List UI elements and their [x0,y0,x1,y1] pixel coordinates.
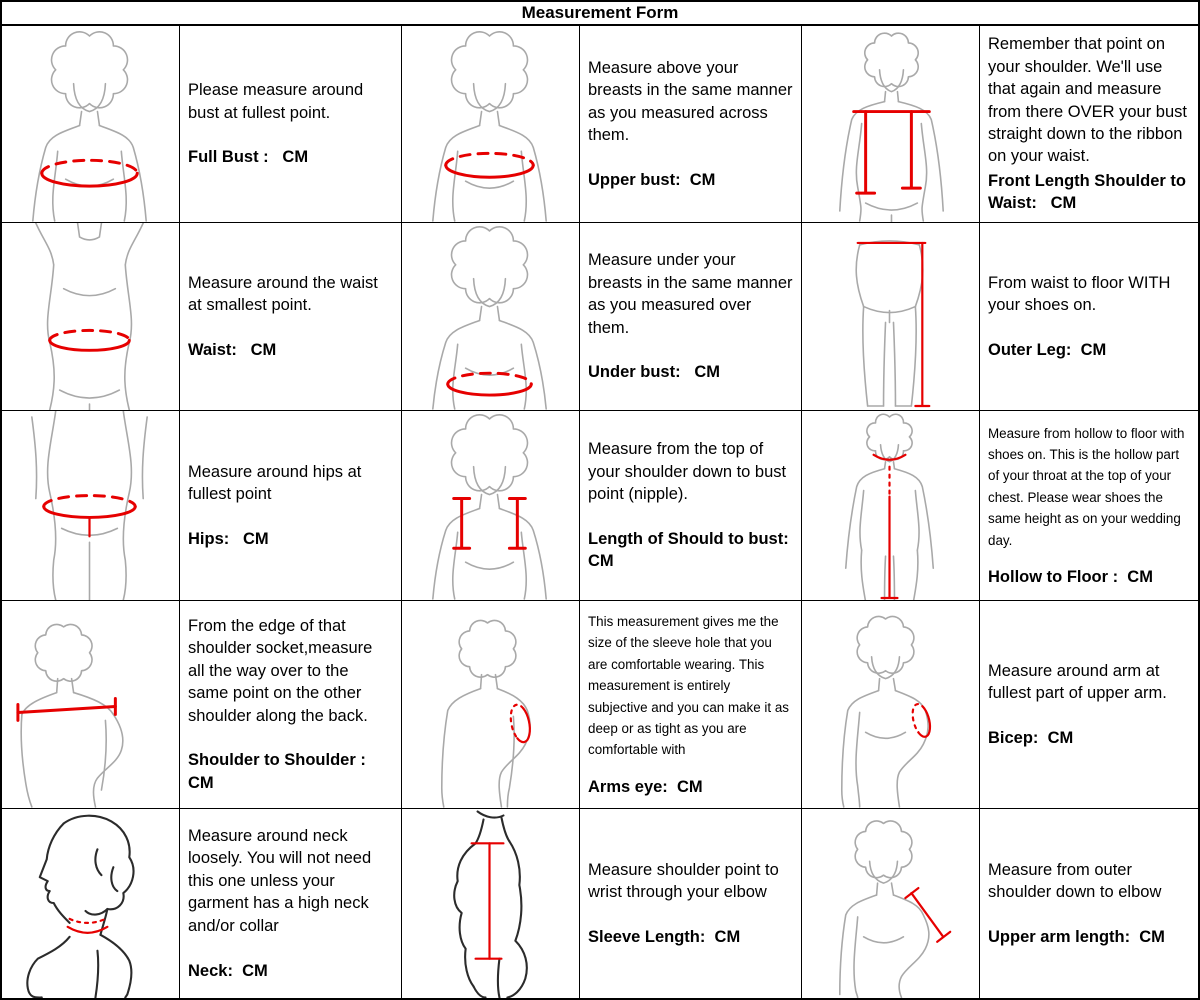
upper-bust-label: Upper bust: CM [588,170,716,189]
upper-bust-cell [580,26,802,223]
hips-description: Measure around hips at fullest point [188,462,366,504]
waist-label: Waist: CM [188,340,277,359]
waist-icon [2,223,179,410]
shoulder-to-bust-label: Length of Should to bust: CM [588,529,798,571]
bicep-label: Bicep: CM [988,728,1074,747]
upper-bust-icon [402,26,579,222]
bicep-cell [980,601,1198,809]
hips-icon [2,411,179,600]
hips-label: Hips: CM [188,529,269,548]
outer-leg-icon [802,223,979,410]
shoulder-to-shoulder-label: Shoulder to Shoulder : CM [188,751,371,792]
sleeve-length-description: Measure shoulder point to wrist through your elbow [588,860,784,902]
neck-figure [2,809,180,998]
waist-description: Measure around the waist at smallest point. [188,273,383,315]
upper-arm-cell [980,809,1198,998]
front-length-label: Front Length Shoulder to Waist: CM [988,171,1191,213]
upper-bust-figure [402,26,580,223]
neck-cell [180,809,402,998]
sleeve-length-icon [402,809,579,998]
page-title: Measurement Form [2,2,1198,26]
upper-bust-description: Measure above your breasts in the same manner as you measured across them. [588,58,798,145]
under-bust-label: Under bust: CM [588,363,720,382]
arms-eye-icon [402,601,579,808]
full-bust-label: Full Bust : CM [188,148,309,167]
under-bust-figure [402,223,580,411]
under-bust-description: Measure under your breasts in the same manner as you measured over them. [588,251,798,337]
hollow-to-floor-icon [802,411,979,600]
waist-cell [180,223,402,411]
outer-leg-label: Outer Leg: CM [988,340,1107,359]
upper-arm-icon [802,809,979,998]
shoulder-to-shoulder-cell [180,601,402,809]
under-bust-cell [580,223,802,411]
hips-figure [2,411,180,601]
upper-arm-figure [802,809,980,998]
neck-description: Measure around neck loosely. You will not need this one unless your garment has a high neck and/or collar [188,827,376,935]
sleeve-length-figure [402,809,580,998]
under-bust-icon [402,223,579,410]
hollow-to-floor-label: Hollow to Floor : CM [988,568,1153,587]
shoulder-to-shoulder-icon [2,601,179,808]
hollow-to-floor-description: Measure from hollow to floor with shoes on. This is the hollow part of your throat at the top of your chest. Please wear shoes the same height as on your wedding day. [988,425,1189,548]
neck-label: Neck: CM [188,961,268,980]
shoulder-to-shoulder-description: From the edge of that shoulder socket,measure all the way over to the same point on the other shoulder along the back. [188,616,377,725]
sleeve-length-cell [580,809,802,998]
shoulder-to-bust-icon [402,411,579,600]
front-length-cell [980,26,1198,223]
front-length-description: Remember that point on your shoulder. We'll use that again and measure from there OVER your bust straight down to the ribbon on your waist. [988,35,1192,166]
arms-eye-cell [580,601,802,809]
shoulder-to-bust-figure [402,411,580,601]
shoulder-to-shoulder-figure [2,601,180,809]
outer-leg-description: From waist to floor WITH your shoes on. [988,273,1176,315]
front-length-figure [802,26,980,223]
shoulder-to-bust-description: Measure from the top of your shoulder down to bust point (nipple). [588,440,791,504]
hollow-to-floor-cell [980,411,1198,601]
hollow-to-floor-figure [802,411,980,601]
front-length-icon [802,26,979,222]
neck-icon [2,809,179,998]
outer-leg-cell [980,223,1198,411]
arms-eye-description: This measurement gives me the size of the sleeve hole that you are comfortable wearing. This measurement is entirely subjective and you can make it as deep or as tight as you are comfortable with [588,613,793,758]
full-bust-description: Please measure around bust at fullest point. [188,81,368,122]
bicep-figure [802,601,980,809]
full-bust-figure [2,26,180,223]
outer-leg-figure [802,223,980,411]
bicep-icon [802,601,979,808]
sleeve-length-label: Sleeve Length: CM [588,927,741,946]
upper-arm-description: Measure from outer shoulder down to elbow [988,860,1162,902]
hips-cell [180,411,402,601]
arms-eye-figure [402,601,580,809]
full-bust-icon [2,26,179,222]
waist-figure [2,223,180,411]
upper-arm-label: Upper arm length: CM [988,927,1165,946]
bicep-description: Measure around arm at fullest part of upper arm. [988,661,1167,703]
arms-eye-label: Arms eye: CM [588,777,703,796]
shoulder-to-bust-cell [580,411,802,601]
full-bust-cell [180,26,402,223]
